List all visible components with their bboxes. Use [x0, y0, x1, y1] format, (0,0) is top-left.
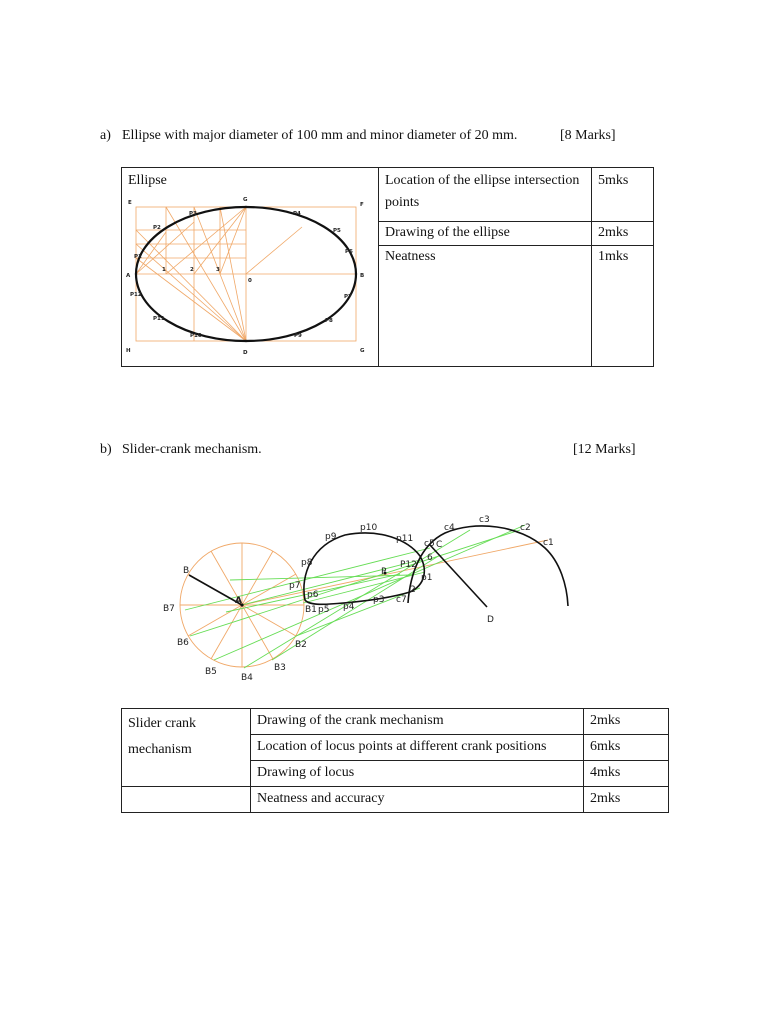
- criterion-a-3: Neatness: [379, 246, 592, 367]
- criterion-b-2: Location of locus points at different crank positions: [251, 735, 584, 761]
- mech-label-p6: p6: [307, 590, 319, 600]
- criterion-a-1: Location of the ellipse intersection points: [379, 168, 592, 222]
- marks-b-3: 4mks: [584, 761, 669, 787]
- mech-label-c7: c7: [396, 595, 407, 605]
- label-0: 0: [248, 278, 252, 284]
- mech-label-c2: c2: [520, 523, 531, 533]
- label-P2: P2: [153, 225, 161, 231]
- mech-label-B2: B2: [295, 640, 307, 650]
- mech-label-c5: c5: [424, 539, 435, 549]
- label-P11: P11: [153, 316, 165, 322]
- question-a-text: Ellipse with major diameter of 100 mm and minor diameter of 20 mm.: [122, 128, 518, 143]
- marks-a-3: 1mks: [592, 246, 654, 367]
- mech-label-p1: p1: [421, 573, 433, 583]
- criterion-b-1: Drawing of the crank mechanism: [251, 709, 584, 735]
- label-P8: P8: [325, 318, 333, 324]
- rubric-table-b: [121, 708, 669, 813]
- label-P1: P1: [134, 254, 142, 260]
- label-A: A: [126, 273, 131, 279]
- label-div2: 2: [190, 267, 194, 273]
- mech-label-B3: B3: [274, 663, 286, 673]
- mech-label-c3: c3: [479, 515, 490, 525]
- question-b-number: b): [100, 442, 112, 457]
- marks-a-1: 5mks: [592, 168, 654, 222]
- slider-crank-heading: Slider crank mechanism: [122, 709, 251, 787]
- mech-label-p8: p8: [301, 558, 313, 568]
- question-b-marks: [12 Marks]: [573, 442, 636, 457]
- label-E: E: [128, 200, 132, 206]
- label-P5: P5: [333, 228, 341, 234]
- mech-label-p12: P12: [400, 560, 417, 570]
- mech-label-B: B: [183, 566, 190, 576]
- marks-b-1: 2mks: [584, 709, 669, 735]
- slider-crank-drawing: [150, 505, 590, 690]
- label-D: D: [243, 350, 248, 356]
- mech-label-B6: B6: [177, 638, 189, 648]
- mech-label-C: C: [436, 540, 443, 550]
- mech-label-p11: p11: [396, 534, 414, 544]
- mech-label-p9: p9: [325, 532, 337, 542]
- marks-b-4: 2mks: [584, 787, 669, 813]
- mech-label-c1: c1: [543, 538, 554, 548]
- label-P12: P12: [130, 292, 142, 298]
- mech-label-B7: B7: [163, 604, 175, 614]
- label-P10: P10: [190, 333, 202, 339]
- label-B: B: [360, 273, 365, 279]
- mech-label-B1: B1: [305, 605, 317, 615]
- mech-label-p5: p5: [318, 605, 330, 615]
- criterion-b-4: Neatness and accuracy: [251, 787, 584, 813]
- criterion-b-3: Drawing of locus: [251, 761, 584, 787]
- mech-label-p4: p4: [343, 602, 355, 612]
- mech-label-c2b: 2: [410, 585, 416, 595]
- question-a: [100, 128, 660, 148]
- label-P3: P3: [189, 211, 197, 217]
- ellipse-drawing: [128, 192, 372, 362]
- question-b-text: Slider-crank mechanism.: [122, 442, 262, 457]
- mech-label-c6: 6: [427, 553, 433, 563]
- mech-label-B4: B4: [241, 673, 253, 683]
- marks-b-2: 6mks: [584, 735, 669, 761]
- label-P7: P7: [344, 294, 352, 300]
- question-b: [100, 442, 660, 462]
- label-P4: P4: [293, 211, 301, 217]
- label-P9: P9: [294, 333, 302, 339]
- mech-label-p3: p3: [373, 595, 385, 605]
- mech-label-A: A: [235, 596, 242, 606]
- question-a-marks: [8 Marks]: [560, 128, 616, 143]
- label-div1: 1: [162, 267, 166, 273]
- question-a-number: a): [100, 128, 111, 143]
- empty-cell: [122, 787, 251, 813]
- ellipse-cell: [122, 168, 379, 367]
- label-P6: P6: [345, 249, 353, 255]
- mech-label-c4: c4: [444, 523, 455, 533]
- mech-label-D: D: [487, 615, 494, 625]
- mech-label-B5: B5: [205, 667, 217, 677]
- criterion-a-2: Drawing of the ellipse: [379, 222, 592, 246]
- ellipse-heading: Ellipse: [128, 173, 167, 188]
- label-G-top: G: [243, 197, 248, 203]
- label-div3: 3: [216, 267, 220, 273]
- mech-label-P: P: [381, 567, 387, 577]
- label-F: F: [360, 202, 364, 208]
- marks-a-2: 2mks: [592, 222, 654, 246]
- label-H: H: [126, 348, 131, 354]
- mech-label-p10: p10: [360, 523, 378, 533]
- rubric-table-a: [121, 167, 654, 367]
- label-G-bottom: G: [360, 348, 365, 354]
- mech-label-p7: p7: [289, 581, 301, 591]
